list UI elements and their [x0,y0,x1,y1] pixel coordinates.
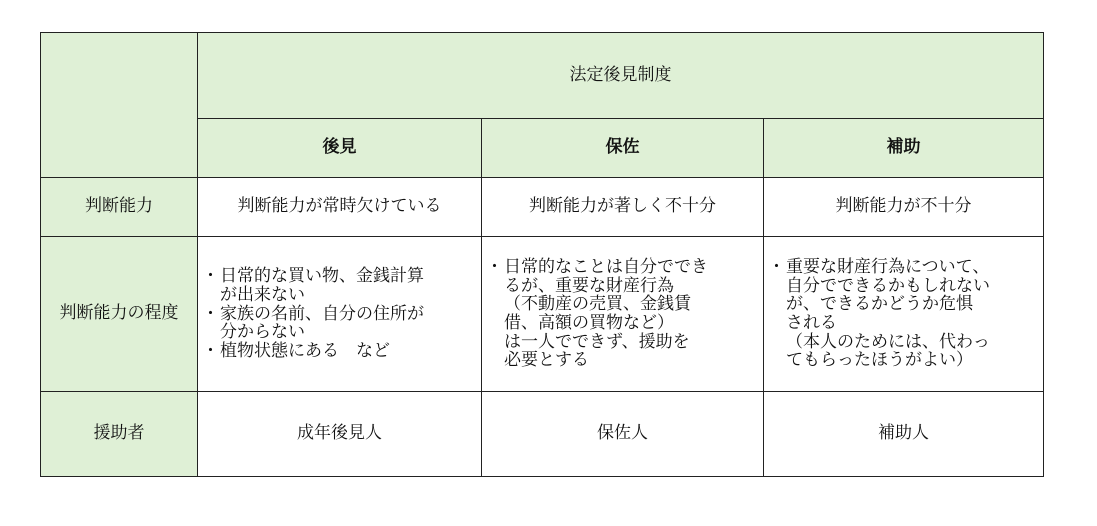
column-header-kouken: 後見 [198,119,482,178]
row-label-judgment: 判断能力 [41,178,198,237]
supporter-kouken: 成年後見人 [198,392,482,476]
degree-kouken-list [206,267,424,360]
list-item: ・ 植物状態にある など [206,342,424,361]
corner-cell [41,33,198,178]
judgment-hosa: 判断能力が著しく不十分 [482,178,764,237]
degree-hosa [482,237,764,392]
degree-hojo [764,237,1043,392]
column-header-hosa: 保佐 [482,119,764,178]
judgment-hojo: 判断能力が不十分 [764,178,1043,237]
list-item: ・ 日常的な買い物、金銭計算 が出来ない [206,267,424,304]
judgment-kouken: 判断能力が常時欠けている [198,178,482,237]
guardianship-table [40,32,1044,477]
system-header: 法定後見制度 [198,33,1043,119]
degree-hosa-list [490,258,708,370]
supporter-hojo: 補助人 [878,423,929,444]
column-header-hojo: 補助 [764,119,1043,178]
row-label-supporter: 援助者 [41,392,198,476]
list-item: ・ 重要な財産行為について、 自分でできるかもしれない が、できるかどうか危惧 される （本人のためには、代わっ てもらったほうがよい） [772,258,990,370]
degree-hojo-list [772,258,990,370]
row-label-degree: 判断能力の程度 [41,237,198,392]
list-item: ・ 日常的なことは自分ででき るが、重要な財産行為 （不動産の売買、金銭賃 借、高額の買物など） は一人でできず、援助を 必要とする [490,258,708,370]
degree-kouken [198,237,482,392]
supporter-hosa: 保佐人 [482,392,764,476]
list-item: ・ 家族の名前、自分の住所が 分からない [206,305,424,342]
